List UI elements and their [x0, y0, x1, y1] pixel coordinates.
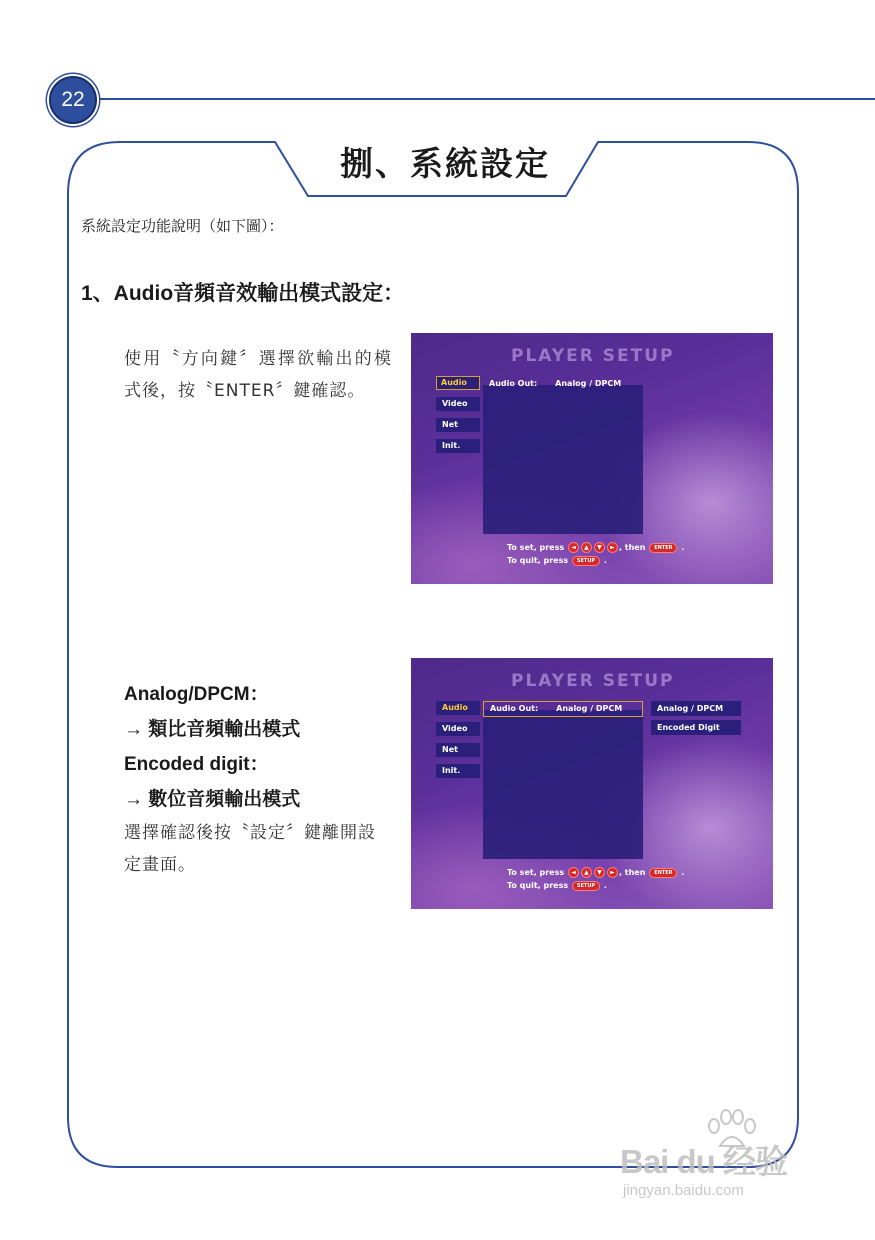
help-set-line	[507, 541, 684, 554]
option-encoded-digit[interactable]: Encoded Digit	[651, 720, 741, 735]
option-analog-dpcm[interactable]: Analog / DPCM	[651, 701, 741, 716]
menu-item-init[interactable]: Init.	[436, 439, 480, 453]
help-period: .	[603, 881, 607, 890]
setting-value: Analog / DPCM	[556, 704, 623, 713]
player-setup-screen-1	[411, 333, 773, 584]
help-set-line	[507, 866, 684, 879]
screen-title: PLAYER SETUP	[511, 671, 675, 691]
setup-key-icon: SETUP	[572, 556, 600, 566]
analog-label: Analog/DPCM：	[124, 684, 269, 705]
audio-out-setting[interactable]	[483, 376, 621, 392]
right-arrow-icon: ►	[607, 867, 618, 878]
menu-item-init[interactable]: Init.	[436, 764, 480, 778]
baidu-watermark	[620, 1108, 830, 1203]
settings-panel	[483, 385, 643, 534]
watermark-logo: Bai du 经验	[620, 1143, 788, 1180]
menu-item-video[interactable]: Video	[436, 722, 480, 736]
enter-key-icon: ENTER	[649, 543, 677, 553]
help-text	[507, 866, 684, 892]
left-arrow-icon: ◄	[568, 867, 579, 878]
help-period: .	[681, 543, 685, 552]
encoded-label: Encoded digit：	[124, 754, 269, 775]
menu-item-video[interactable]: Video	[436, 397, 480, 411]
audio-heading: 1、Audio音頻音效輸出模式設定：	[81, 282, 405, 305]
help-then: , then	[618, 868, 646, 877]
player-setup-screen-2	[411, 658, 773, 909]
settings-panel	[483, 710, 643, 859]
help-quit-line	[507, 879, 684, 892]
help-quit-prefix: To quit, press	[507, 556, 569, 565]
help-set-prefix: To set, press	[507, 543, 565, 552]
step2-instruction: 選擇確認後按〝設定〞鍵離開設定畫面。	[124, 823, 376, 875]
help-text	[507, 541, 684, 567]
help-then: , then	[618, 543, 646, 552]
up-arrow-icon: ▲	[581, 542, 592, 553]
audio-options-list	[651, 701, 741, 739]
setup-menu	[436, 701, 480, 785]
screen-title: PLAYER SETUP	[511, 346, 675, 366]
section-title: 捌、系統設定	[340, 144, 550, 183]
setup-menu	[436, 376, 480, 460]
step1-instruction: 使用〝方向鍵〞選擇欲輸出的模式後，按〝ENTER〞鍵確認。	[124, 349, 392, 401]
encoded-desc: → 數位音頻輸出模式	[124, 789, 301, 810]
setup-key-icon: SETUP	[572, 881, 600, 891]
analog-desc: → 類比音頻輸出模式	[124, 719, 301, 740]
menu-item-audio[interactable]: Audio	[436, 376, 480, 390]
right-arrow-icon: ►	[607, 542, 618, 553]
left-arrow-icon: ◄	[568, 542, 579, 553]
page-number-badge: 22	[49, 76, 97, 124]
help-quit-prefix: To quit, press	[507, 881, 569, 890]
help-set-prefix: To set, press	[507, 868, 565, 877]
help-period: .	[681, 868, 685, 877]
menu-item-audio[interactable]: Audio	[436, 701, 480, 715]
intro-text: 系統設定功能說明（如下圖）：	[81, 217, 284, 235]
menu-item-net[interactable]: Net	[436, 743, 480, 757]
enter-key-icon: ENTER	[649, 868, 677, 878]
setting-label: Audio Out:	[489, 379, 538, 388]
watermark-site: jingyan.baidu.com	[623, 1182, 744, 1199]
setting-value: Analog / DPCM	[555, 379, 622, 388]
audio-out-setting[interactable]	[483, 701, 643, 717]
down-arrow-icon: ▼	[594, 542, 605, 553]
down-arrow-icon: ▼	[594, 867, 605, 878]
step2-block	[124, 677, 392, 881]
help-period: .	[603, 556, 607, 565]
setting-label: Audio Out:	[490, 704, 539, 713]
help-quit-line	[507, 554, 684, 567]
menu-item-net[interactable]: Net	[436, 418, 480, 432]
up-arrow-icon: ▲	[581, 867, 592, 878]
